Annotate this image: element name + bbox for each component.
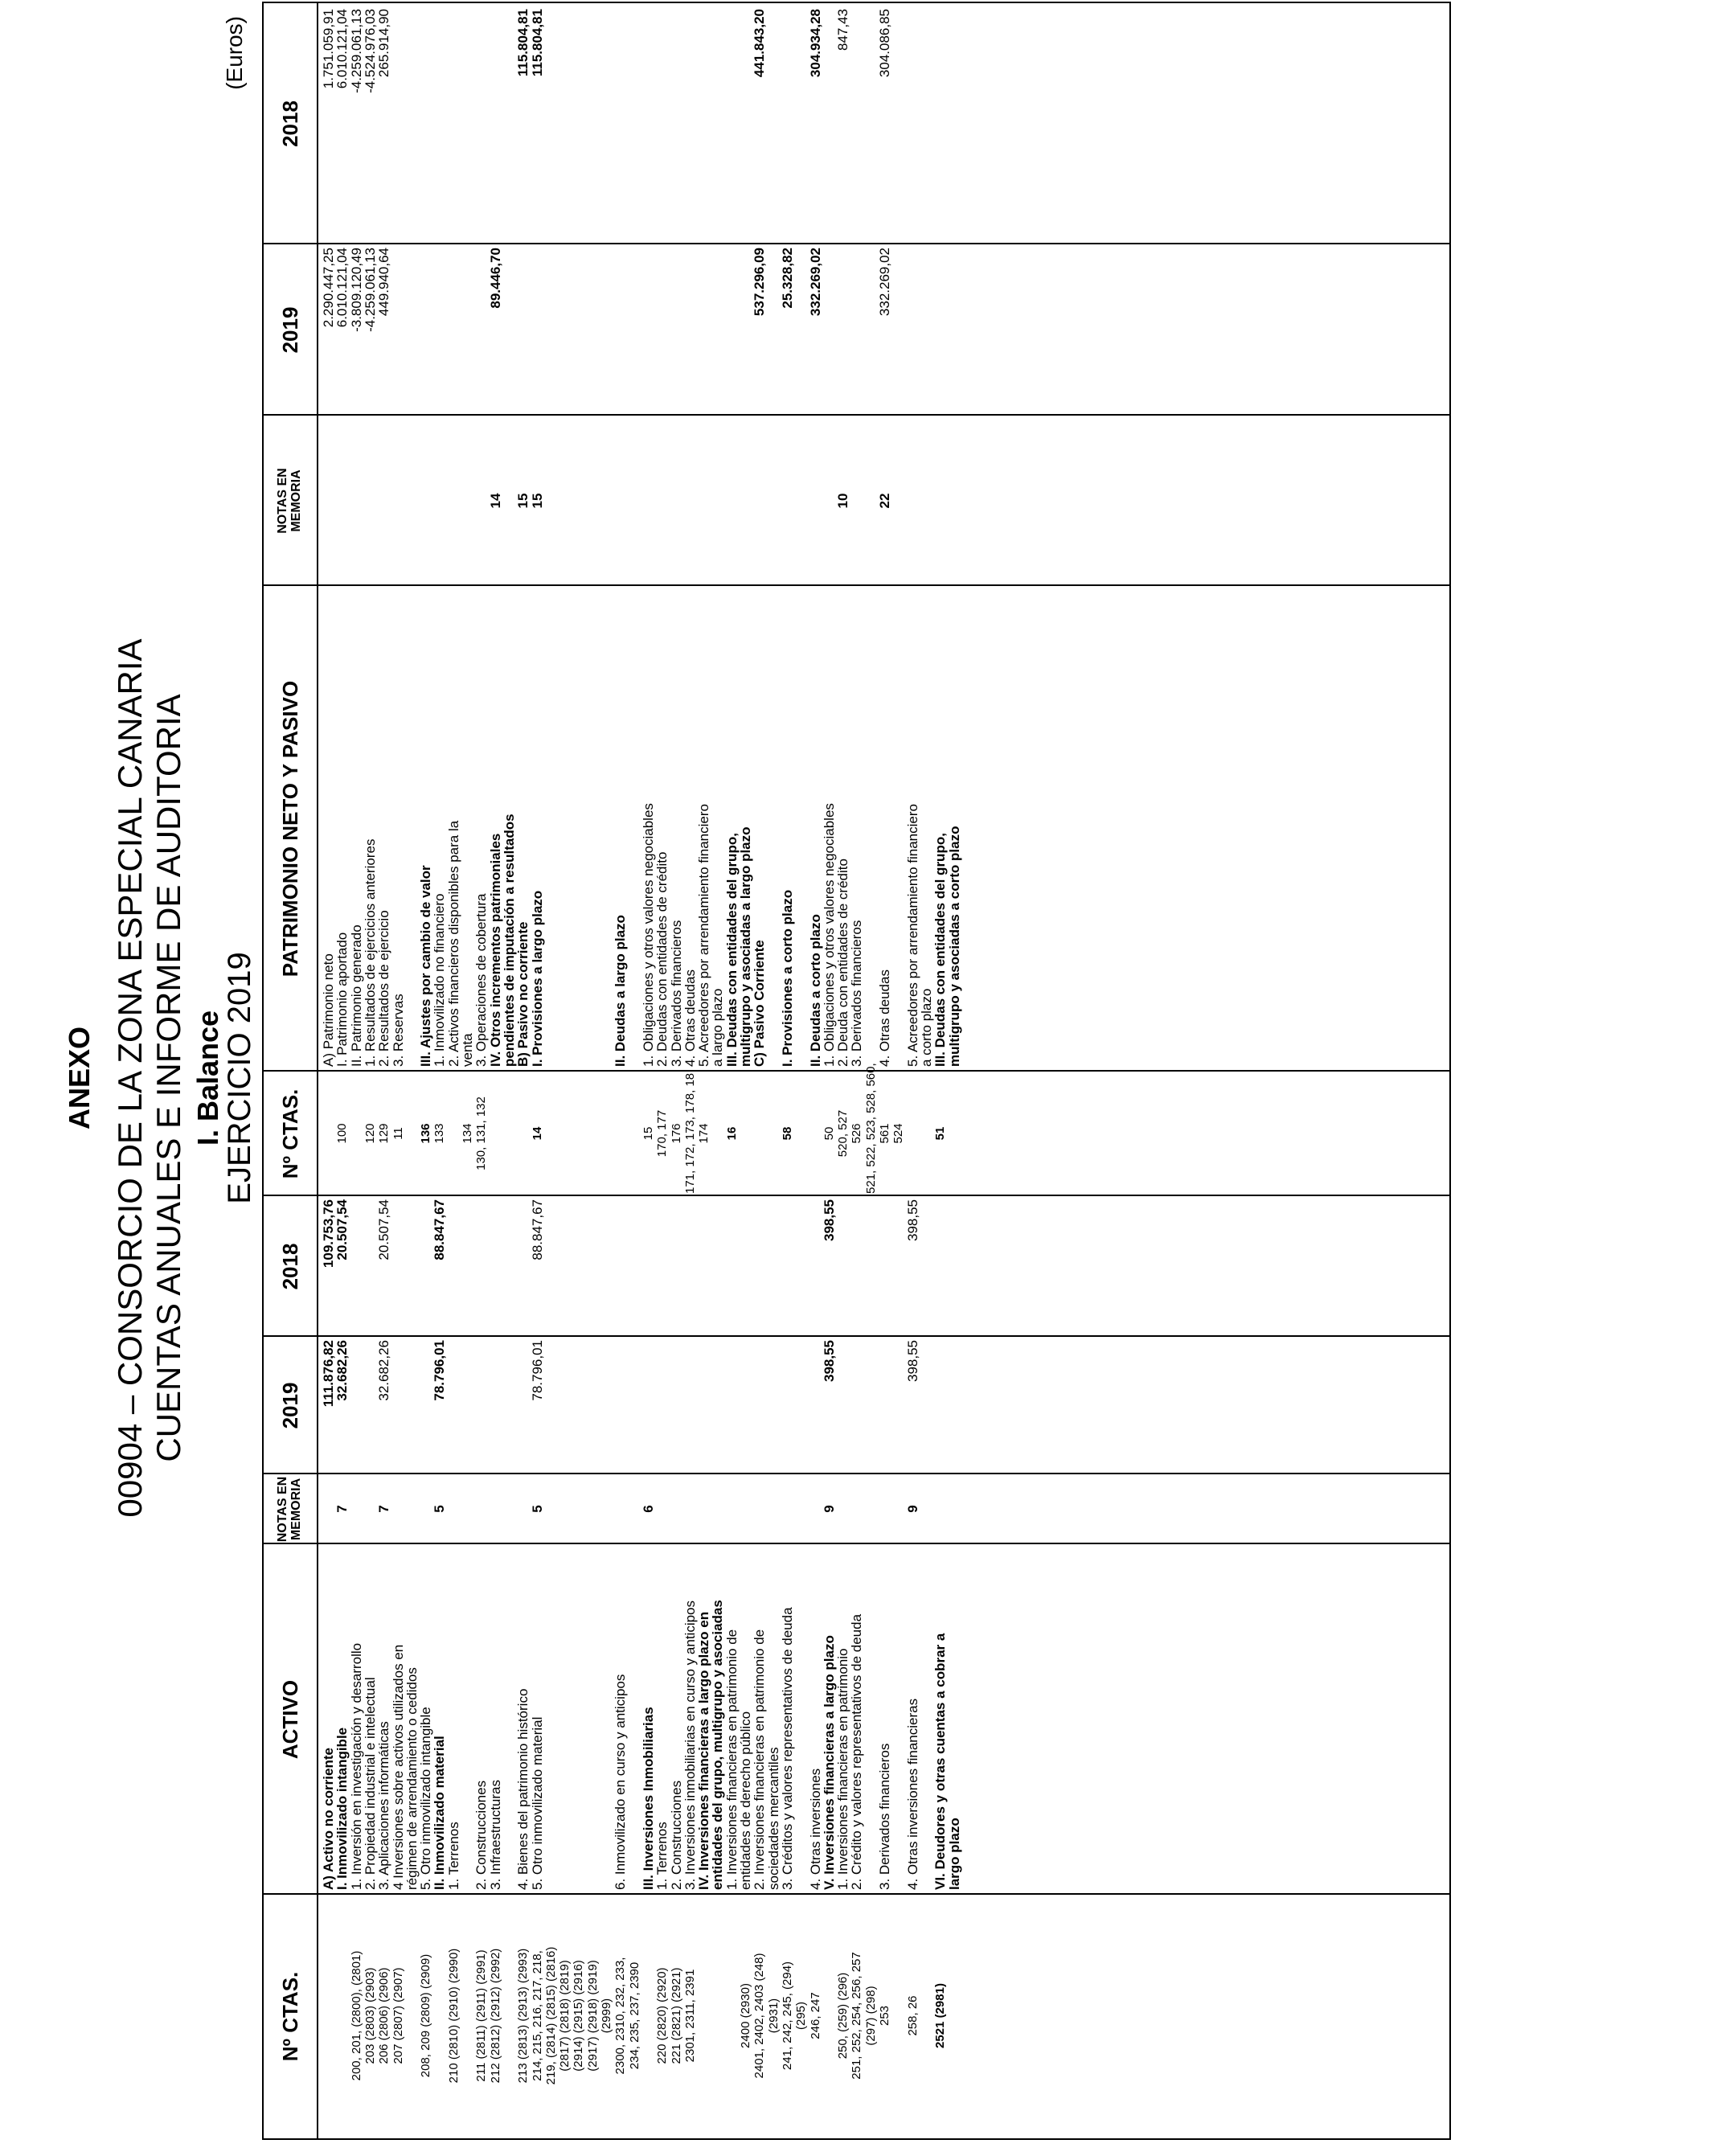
line-item-label: 3. Inversiones inmobiliarias en curso y anticipos — [682, 1600, 698, 1890]
account-code: 211 (2811) (2911) (2991) — [474, 1949, 489, 2082]
header-2018-activo: 2018 — [278, 1243, 302, 1290]
account-code: 208, 209 (2809) (2909) — [419, 1953, 433, 2078]
line-item-label: A) Activo no corriente — [321, 1748, 336, 1890]
header-notas-line2: MEMORIA — [289, 469, 303, 532]
value-2019: 78.796,01 — [432, 1340, 448, 1401]
value-2019: 2.290.447,25 — [321, 248, 336, 328]
account-code: 130, 131, 132 — [474, 1096, 489, 1170]
col-divider — [264, 1070, 1449, 1072]
account-code: 212 (2812) (2912) (2992) — [488, 1948, 502, 2084]
line-item-label: B) Pasivo no corriente — [515, 921, 531, 1067]
header-rule — [317, 3, 318, 2138]
account-code: 16 — [724, 1126, 739, 1141]
value-2018: 20.507,54 — [376, 1199, 392, 1260]
account-code: 133 — [432, 1123, 447, 1144]
line-item-label: 1. Inversiones financieras en patrimonio de — [723, 1629, 740, 1890]
header-notas-activo — [264, 1474, 317, 1544]
col-divider — [264, 414, 1449, 416]
line-item-label: III. Deudas con entidades del grupo, — [932, 833, 949, 1067]
account-code: 214, 215, 216, 217, 218, — [530, 1950, 544, 2081]
account-code: 14 — [530, 1126, 544, 1141]
line-item-label: VI. Deudores y otras cuentas a cobrar a — [932, 1633, 949, 1890]
line-item-label: 4 Inversiones sobre activos utilizados en — [390, 1644, 406, 1890]
memoria-note: 7 — [334, 1505, 350, 1513]
value-2019: 111.876,82 — [321, 1340, 336, 1408]
line-item-label: entidades de derecho público — [738, 1711, 753, 1890]
account-code: 203 (2803) (2903) — [363, 1967, 377, 2064]
account-code: 176 — [669, 1123, 683, 1144]
account-code: (2914) (2915) (2916) — [572, 1960, 586, 2072]
account-code: 174 — [697, 1123, 711, 1144]
line-item-label: 2. Resultados de ejercicio — [376, 910, 392, 1067]
value-2018: 398,55 — [904, 1199, 920, 1241]
col-divider — [264, 1195, 1449, 1196]
account-code: 2521 (2981) — [933, 1983, 948, 2048]
value-2018: -4.259.061,13 — [348, 9, 364, 93]
value-2019: 89.446,70 — [487, 248, 503, 309]
memoria-note: 5 — [432, 1505, 448, 1513]
value-2018: 847,43 — [835, 9, 851, 51]
account-code: 526 — [850, 1123, 864, 1144]
line-item-label: 1. Obligaciones y otros valores negociables — [640, 803, 656, 1067]
col-divider — [264, 1473, 1449, 1474]
header-activo: ACTIVO — [278, 1679, 302, 1760]
value-2019: 6.010.121,04 — [334, 248, 350, 328]
line-item-label: 4. Bienes del patrimonio histórico — [515, 1688, 531, 1890]
memoria-note: 10 — [835, 493, 851, 509]
memoria-note: 14 — [487, 493, 503, 509]
value-2018: 441.843,20 — [752, 9, 768, 78]
account-code: 15 — [641, 1126, 655, 1141]
section-title: I. Balance — [191, 1010, 224, 1146]
col-divider — [264, 243, 1449, 244]
line-item-label: 1. Inmovilizado no financiero — [432, 893, 448, 1067]
line-item-label: 4. Otras deudas — [877, 969, 892, 1067]
account-code: 234, 235, 237, 2390 — [627, 1961, 641, 2070]
account-code: 129 — [377, 1123, 391, 1144]
value-2019: -4.259.061,13 — [362, 248, 378, 332]
line-item-label: pendientes de imputación a resultados — [501, 814, 517, 1067]
account-code: 561 — [878, 1123, 891, 1144]
line-item-label: largo plazo — [946, 1818, 962, 1890]
line-item-label: a corto plazo — [918, 988, 934, 1067]
account-code: 2300, 2310, 232, 233, — [613, 1957, 628, 2075]
account-code: 120 — [363, 1123, 377, 1144]
line-item-label: II. Patrimonio generado — [348, 924, 364, 1067]
line-item-label: multigrupo y asociadas a largo plazo — [738, 826, 753, 1067]
value-2018: 265.914,90 — [376, 9, 392, 78]
value-2019: 398,55 — [821, 1340, 837, 1382]
value-2018: 304.086,85 — [877, 9, 892, 78]
line-item-label: 3. Infraestructuras — [487, 1779, 503, 1890]
line-item-label: 1. Terrenos — [654, 1822, 670, 1890]
header-2019-activo: 2019 — [278, 1382, 302, 1429]
value-2018: 20.507,54 — [334, 1199, 350, 1260]
document-title: 00904 – CONSORCIO DE LA ZONA ESPECIAL CANARIA — [111, 638, 149, 1518]
line-item-label: 1. Resultados de ejercicios anteriores — [362, 838, 378, 1067]
account-code: (2999) — [600, 1998, 613, 2034]
line-item-label: A) Patrimonio neto — [321, 953, 336, 1067]
fiscal-year: EJERCICIO 2019 — [222, 952, 257, 1204]
value-2018: 109.753,76 — [321, 1199, 336, 1269]
line-item-label: sociedades mercantiles — [765, 1747, 781, 1890]
line-item-label: 5. Acreedores por arrendamiento financiero — [696, 804, 712, 1067]
value-2019: 78.796,01 — [529, 1340, 545, 1401]
account-code: (2817) (2818) (2819) — [558, 1960, 572, 2072]
account-code: 210 (2810) (2910) (2990) — [446, 1948, 461, 2084]
line-item-label: I. Inmovilizado intangible — [334, 1727, 350, 1890]
account-code: 246, 247 — [808, 1992, 822, 2039]
line-item-label: 3. Derivados financieros — [849, 920, 865, 1067]
col-divider — [264, 584, 1449, 586]
value-2019: 398,55 — [904, 1340, 920, 1382]
account-code: 50 — [822, 1126, 836, 1141]
account-code: 58 — [780, 1126, 794, 1141]
value-2018: 398,55 — [821, 1199, 837, 1241]
value-2018: 115.804,81 — [529, 9, 545, 77]
account-code: 520, 527 — [836, 1109, 850, 1158]
account-code: (2917) (2918) (2919) — [585, 1960, 600, 2072]
memoria-note: 15 — [529, 493, 545, 509]
account-code: 134 — [461, 1123, 474, 1144]
account-code: (2931) — [766, 1998, 781, 2034]
account-code: 170, 177 — [655, 1109, 670, 1158]
line-item-label: I. Patrimonio aportado — [334, 932, 350, 1067]
line-item-label: 3. Derivados financieros — [668, 920, 684, 1067]
line-item-label: 2. Deuda con entidades de crédito — [835, 859, 851, 1067]
line-item-label: 5. Acreedores por arrendamiento financiero — [904, 804, 920, 1067]
line-item-label: 2. Deudas con entidades de crédito — [654, 851, 670, 1067]
memoria-note: 9 — [904, 1505, 920, 1513]
line-item-label: IV. Inversiones financieras a largo plazo en — [696, 1611, 712, 1890]
line-item-label: 3. Derivados financieros — [877, 1743, 892, 1890]
account-code: 100 — [335, 1123, 350, 1144]
col-divider — [264, 1335, 1449, 1337]
value-2018: 88.847,67 — [432, 1199, 448, 1260]
value-2018: 115.804,81 — [515, 9, 531, 77]
account-code: 171, 172, 173, 178, 18 — [682, 1072, 697, 1194]
col-divider — [264, 1893, 1449, 1895]
line-item-label: régimen de arrendamiento o cedidos — [404, 1667, 420, 1890]
document-subtitle: CUENTAS ANUALES E INFORME DE AUDITORIA — [150, 694, 187, 1462]
line-item-label: 2. Inversiones financieras en patrimonio de — [752, 1629, 768, 1890]
line-item-label: C) Pasivo Corriente — [752, 940, 768, 1067]
line-item-label: 3. Aplicaciones informáticas — [376, 1721, 392, 1890]
account-code: 219, (2814) (2815) (2816) — [543, 1946, 558, 2085]
line-item-label: I. Provisiones a corto plazo — [779, 889, 795, 1067]
line-item-label: 4. Otras inversiones — [807, 1768, 823, 1890]
line-item-label: venta — [460, 1033, 475, 1067]
value-2019: 25.328,82 — [779, 248, 795, 309]
col-divider — [264, 1543, 1449, 1544]
line-item-label: V. Inversiones financieras a largo plazo — [821, 1635, 837, 1890]
line-item-label: 5. Otro inmovilizado intangible — [418, 1707, 434, 1890]
header-2018-pasivo: 2018 — [278, 100, 302, 147]
header-ctas-pasivo: Nº CTAS. — [278, 1088, 302, 1179]
line-item-label: 2. Construcciones — [473, 1780, 490, 1890]
account-code: 200, 201, (2800), (2801) — [349, 1950, 363, 2081]
line-item-label: 2. Activos financieros disponibles para la — [445, 820, 461, 1067]
line-item-label: 5. Otro inmovilizado material — [529, 1716, 545, 1890]
account-code: 521, 522, 523, 528, 560, — [863, 1063, 878, 1194]
line-item-label: a largo plazo — [710, 988, 726, 1067]
account-code: 524 — [891, 1123, 906, 1144]
memoria-note: 9 — [821, 1505, 837, 1513]
line-item-label: 2. Construcciones — [668, 1780, 684, 1890]
line-item-label: 3. Operaciones de cobertura — [473, 893, 490, 1067]
line-item-label: IV. Otros incrementos patrimoniales — [487, 833, 503, 1067]
line-item-label: 1. Inversiones financieras en patrimonio — [835, 1648, 851, 1890]
line-item-label: 2. Crédito y valores representativos de deuda — [849, 1613, 865, 1890]
balance-table — [262, 2, 1451, 2140]
line-item-label: 6. Inmovilizado en curso y anticipos — [613, 1674, 629, 1890]
header-pasivo: PATRIMONIO NETO Y PASIVO — [278, 680, 302, 978]
value-2019: 32.682,26 — [376, 1340, 392, 1401]
account-code: 206 (2806) (2906) — [377, 1967, 391, 2064]
header-notas-pasivo — [264, 416, 317, 586]
account-code: 213 (2813) (2913) (2993) — [516, 1948, 531, 2084]
memoria-note: 7 — [376, 1505, 392, 1513]
account-code: 11 — [391, 1127, 405, 1140]
value-2018: 304.934,28 — [807, 9, 823, 78]
value-2018: 88.847,67 — [529, 1199, 545, 1260]
line-item-label: III. Inversiones Inmobiliarias — [640, 1707, 656, 1890]
annex-heading: ANEXO — [63, 1026, 96, 1130]
account-code: 136 — [419, 1123, 433, 1144]
line-item-label: 3. Reservas — [390, 994, 406, 1067]
account-code: 241, 242, 245, (294) — [780, 1961, 794, 2071]
line-item-label: I. Provisiones a largo plazo — [529, 890, 545, 1067]
account-code: 258, 26 — [905, 1995, 920, 2036]
line-item-label: II. Inmovilizado material — [432, 1736, 448, 1890]
header-notas-line1: NOTAS EN — [276, 1476, 290, 1543]
line-item-label: 4. Otras inversiones financieras — [904, 1698, 920, 1890]
line-item-label: 4. Otras deudas — [682, 969, 698, 1067]
value-2019: 537.296,09 — [752, 248, 768, 317]
account-code: 2400 (2930) — [739, 1983, 752, 2048]
account-code: (297) (298) — [863, 1986, 878, 2046]
memoria-note: 5 — [529, 1505, 545, 1513]
memoria-note: 15 — [515, 493, 531, 509]
account-code: 253 — [878, 2005, 891, 2027]
memoria-note: 22 — [877, 493, 892, 509]
account-code: 250, (259) (296) — [836, 1972, 850, 2060]
line-item-label: entidades del grupo, multigrupo y asociadas — [710, 1600, 726, 1890]
memoria-note: 6 — [640, 1505, 656, 1513]
header-notas-line2: MEMORIA — [289, 1478, 303, 1541]
line-item-label: 1. Inversión en investigación y desarrollo — [348, 1642, 364, 1890]
line-item-label: 2. Propiedad industrial e intelectual — [362, 1677, 378, 1890]
line-item-label: II. Deudas a largo plazo — [613, 915, 629, 1067]
line-item-label: multigrupo y asociadas a corto plazo — [946, 826, 962, 1067]
currency-unit: (Euros) — [222, 16, 247, 90]
account-code: (295) — [794, 2001, 809, 2031]
value-2018: 6.010.121,04 — [334, 9, 350, 89]
account-code: 207 (2807) (2907) — [391, 1967, 405, 2064]
value-2019: -3.809.120,49 — [348, 248, 364, 332]
header-notas-line1: NOTAS EN — [276, 468, 290, 534]
value-2019: 449.940,64 — [376, 248, 392, 317]
account-code: 51 — [933, 1126, 948, 1141]
value-2019: 332.269,02 — [877, 248, 892, 317]
header-2019-pasivo: 2019 — [278, 306, 302, 354]
account-code: 2301, 2311, 2391 — [682, 1969, 697, 2063]
line-item-label: 1. Terrenos — [445, 1822, 461, 1890]
line-item-label: 1. Obligaciones y otros valores negociables — [821, 803, 837, 1067]
account-code: 221 (2821) (2921) — [669, 1967, 683, 2064]
line-item-label: 3. Créditos y valores representativos de deuda — [779, 1607, 795, 1890]
value-2019: 32.682,26 — [334, 1340, 350, 1401]
value-2018: -4.524.976,03 — [362, 9, 378, 93]
account-code: 220 (2820) (2920) — [655, 1967, 670, 2064]
header-ctas-activo: Nº CTAS. — [278, 1971, 302, 2062]
value-2018: 1.751.059,91 — [321, 9, 336, 89]
line-item-label: III. Ajustes por cambio de valor — [418, 865, 434, 1067]
account-code: 2401, 2402, 2403 (248) — [752, 1953, 767, 2079]
line-item-label: III. Deudas con entidades del grupo, — [723, 833, 740, 1067]
value-2019: 332.269,02 — [807, 248, 823, 317]
line-item-label: II. Deudas a corto plazo — [807, 914, 823, 1067]
account-code: 251, 252, 254, 256, 257 — [850, 1952, 864, 2080]
